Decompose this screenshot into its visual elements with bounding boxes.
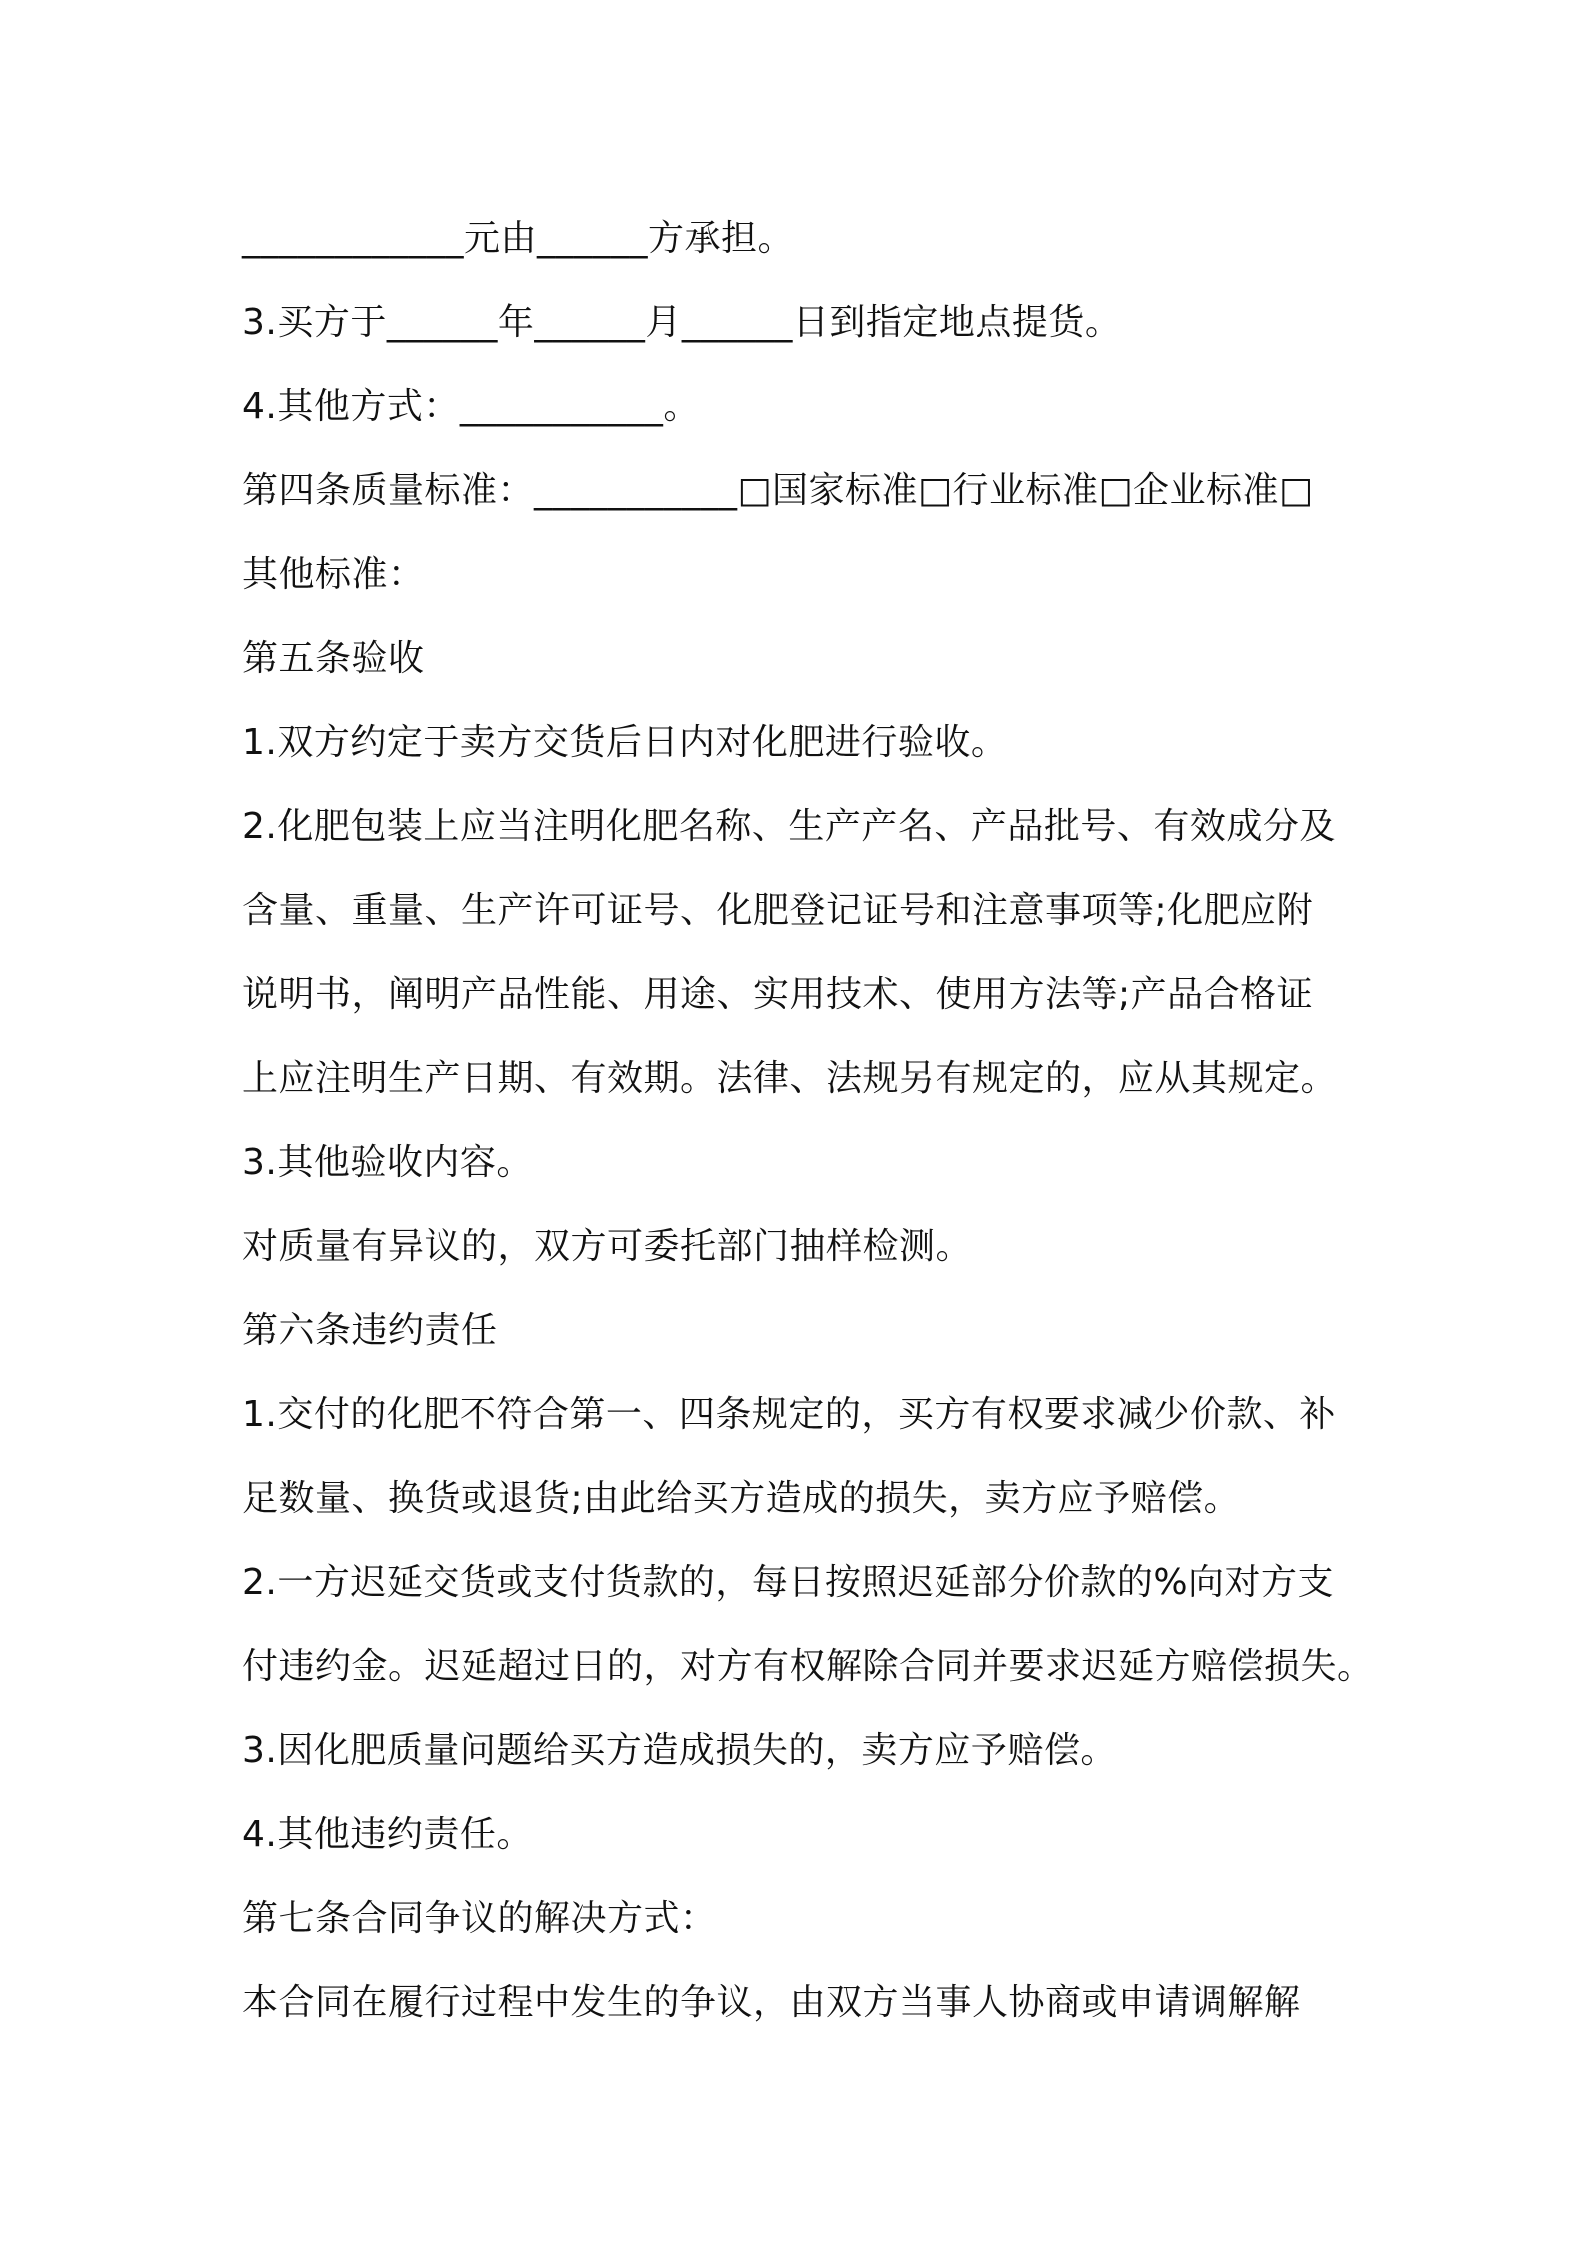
text-line: 2.一方迟延交货或支付货款的，每日按照迟延部分价款的%向对方支: [242, 1562, 1335, 1603]
text-line: 3.买方于______年______月______日到指定地点提货。: [242, 302, 1122, 343]
text-line: 1.交付的化肥不符合第一、四条规定的，买方有权要求减少价款、补: [242, 1394, 1336, 1435]
text-line: 付违约金。迟延超过日的，对方有权解除合同并要求迟延方赔偿损失。: [242, 1646, 1374, 1687]
text-line: 1.双方约定于卖方交货后日内对化肥进行验收。: [242, 722, 1008, 763]
text-line: 含量、重量、生产许可证号、化肥登记证号和注意事项等;化肥应附: [242, 890, 1314, 931]
text-line: 本合同在履行过程中发生的争议，由双方当事人协商或申请调解解: [242, 1982, 1301, 2023]
text-line: ____________元由______方承担。: [242, 218, 795, 259]
text-line: 第四条质量标准：___________□国家标准□行业标准□企业标准□: [242, 470, 1314, 511]
section-heading: 第五条验收: [242, 638, 425, 679]
section-heading: 第六条违约责任: [242, 1310, 498, 1351]
text-line: 足数量、换货或退货;由此给买方造成的损失，卖方应予赔偿。: [242, 1478, 1241, 1519]
document-body: [242, 197, 1374, 2045]
section-heading: 第七条合同争议的解决方式：: [242, 1898, 717, 1939]
text-line: 说明书，阐明产品性能、用途、实用技术、使用方法等;产品合格证: [242, 974, 1314, 1015]
text-line: 3.其他验收内容。: [242, 1142, 533, 1183]
text-line: 4.其他违约责任。: [242, 1814, 533, 1855]
text-line: 对质量有异议的，双方可委托部门抽样检测。: [242, 1226, 973, 1267]
text-line: 4.其他方式：___________。: [242, 386, 700, 427]
text-line: 3.因化肥质量问题给买方造成损失的，卖方应予赔偿。: [242, 1730, 1117, 1771]
text-line: 上应注明生产日期、有效期。法律、法规另有规定的，应从其规定。: [242, 1058, 1338, 1099]
text-line: 其他标准：: [242, 554, 425, 595]
text-line: 2.化肥包装上应当注明化肥名称、生产产名、产品批号、有效成分及: [242, 806, 1336, 847]
